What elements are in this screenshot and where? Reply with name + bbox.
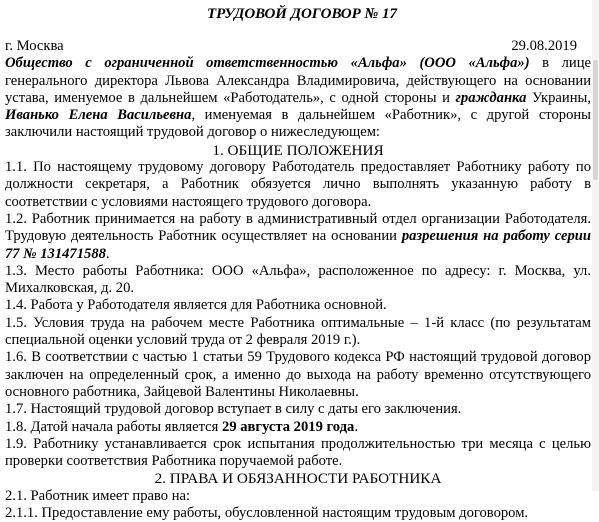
start-date: 29 августа 2019 года [222, 418, 355, 435]
employee-name: Иванько Елена Васильевна [5, 107, 192, 124]
clause-1-3: 1.3. Место работы Работника: ООО «Альфа», расположенное по адресу: г. Москва, ул. Михалковская, д. 20. [5, 262, 591, 297]
clause-1-5: 1.5. Условия труда на рабочем месте Работника оптимальные – 1-й класс (по результатам специальной оценки условий труда от 2 февраля 2019 г.). [5, 314, 591, 349]
preamble-text-3: , именуемая в дальнейшем «Работник», с другой стороны заключили настоящий трудовой договор о нижеследующем: [5, 107, 591, 141]
document-page [5, 0, 591, 522]
citizenship-label: гражданка [455, 89, 527, 106]
clause-1-8-text: 1.8. Датой начала работы является [5, 418, 223, 435]
preamble-text-1: в лице генерального директора Львова Александра Владимировича, действующего на основании устава, именуемое в дальнейшем «Работодатель», с одной стороны и [5, 55, 592, 106]
employer-name: Общество с ограниченной ответственностью «Альфа» (ООО «Альфа») [5, 55, 530, 72]
work-permit-number: разрешения на работу серии 77 № 131471588 [5, 228, 591, 262]
clause-1-8-end: . [354, 418, 358, 435]
vertical-scrollbar[interactable] [592, 0, 599, 491]
clause-2-1-1: 2.1.1. Предоставление ему работы, обусловленной настоящим трудовым договором. [5, 505, 529, 522]
clause-1-2-end: . [105, 245, 110, 262]
clause-1-9: 1.9. Работнику устанавливается срок испытания продолжительностью три месяца с целью проверки соответствия Работника поручаемой работе. [5, 435, 591, 470]
clause-1-2-text: 1.2. Работник принимается на работу в административный отдел организации Работодателя. Трудовую деятельность Работник осуществляет на основании [5, 210, 591, 245]
city-label: г. Москва [5, 38, 64, 54]
place-date-row [5, 38, 591, 55]
clause-1-1: 1.1. По настоящему трудовому договору Работодатель предоставляет Работнику работу по должности секретаря, а Работник обязуется лично выполнять указанную работу в соответствии с условиями настоящего трудового договора. [5, 159, 591, 210]
preamble-text-2: Украины, [526, 89, 591, 106]
scrollbar-thumb[interactable] [593, 60, 598, 180]
section-title-general: 1. ОБЩИЕ ПОЛОЖЕНИЯ [212, 141, 384, 159]
clause-1-7: 1.7. Настоящий трудовой договор вступает в силу с даты его заключения. [5, 401, 462, 418]
spacer [5, 24, 591, 38]
clause-1-4: 1.4. Работа у Работодателя является для Работника основной. [5, 297, 387, 314]
clause-1-6: 1.6. В соответствии с частью 1 статьи 59 Трудового кодекса РФ настоящий трудовой договор заключен на определенный срок, а именно до выхода на работу временно отсутствующего основного работника, Зайцевой Валентины Николаевны. [5, 349, 591, 400]
document-title: ТРУДОВОЙ ДОГОВОР № 17 [206, 6, 398, 22]
preamble-paragraph [5, 55, 591, 141]
clause-2-1: 2.1. Работник имеет право на: [5, 487, 191, 504]
contract-date: 29.08.2019 [511, 38, 577, 54]
clause-1-8 [5, 419, 591, 436]
clause-1-2 [5, 211, 591, 263]
section-title-rights: 2. ПРАВА И ОБЯЗАННОСТИ РАБОТНИКА [154, 470, 442, 488]
